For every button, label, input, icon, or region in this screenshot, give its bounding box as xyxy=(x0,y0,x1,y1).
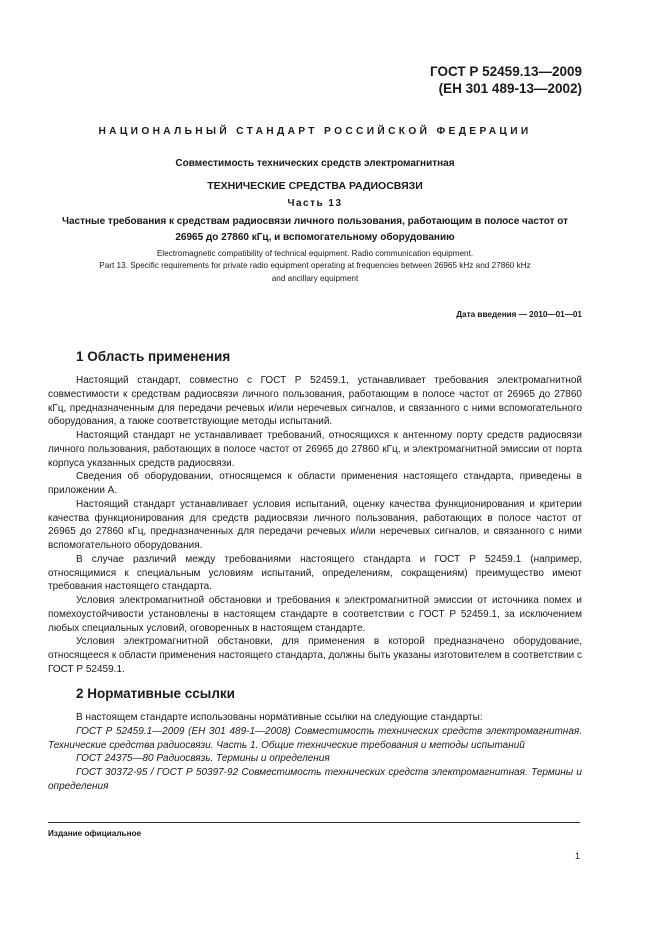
title-part: Часть 13 xyxy=(287,198,343,209)
official-edition-note: Издание официальное xyxy=(48,829,142,838)
english-title xyxy=(48,248,582,285)
reference-item: ГОСТ 30372-95 / ГОСТ Р 50397-92 Совместимость технических средств электромагнитная. Термины и определения xyxy=(48,767,582,792)
section-heading: 2 Нормативные ссылки xyxy=(76,686,235,701)
introduction-date: Дата введения — 2010—01—01 xyxy=(456,310,582,319)
title-line2: ТЕХНИЧЕСКИЕ СРЕДСТВА РАДИОСВЯЗИ xyxy=(207,180,423,192)
title-subtitle: Частные требования к средствам радиосвязи личного пользования, работающим в полосе частот от 26965 до 27860 кГц, и вспомогательному оборудованию xyxy=(61,216,569,243)
reference-item: ГОСТ Р 52459.1—2009 (ЕН 301 489-1—2008) Совместимость технических средств электромагнитная. Технические средства радиосвязи. Часть 1. Общие технические требования и методы испытаний xyxy=(48,725,582,751)
national-standard-banner: НАЦИОНАЛЬНЫЙ СТАНДАРТ РОССИЙСКОЙ ФЕДЕРАЦИИ xyxy=(98,126,532,137)
paragraph: В настоящем стандарте использованы нормативные ссылки на следующие стандарты: xyxy=(76,712,483,723)
paragraph: Условия электромагнитной обстановки и требования к электромагнитной эмиссии от источника помех и помехоустойчивости установлены в настоящем стандарте в соответствии с ГОСТ Р 52459.1, за исключением любых специальных условий, оговоренных в настоящем стандарте. xyxy=(48,595,582,634)
standard-code-line2: (ЕН 301 489-13—2002) xyxy=(438,81,582,96)
standard-code xyxy=(430,63,582,97)
paragraph: Настоящий стандарт, совместно с ГОСТ Р 52459.1, устанавливает требования электромагнитной совместимости к средствам радиосвязи личного пользования, работающим в полосе частот от 26965 до 27860 кГц, предназначенным для передачи речевых и/или неречевых сигналов, и связанного с ними вспомогательного оборудования, а также соответствующие методы испытаний. xyxy=(48,375,582,428)
page-number: 1 xyxy=(574,851,580,861)
section-scope xyxy=(48,349,582,677)
paragraph: Условия электромагнитной обстановки, для применения в которой предназначено оборудование, относящееся к области применения настоящего стандарта, должны быть указаны изготовителем в соответствии с ГОСТ Р 52459.1. xyxy=(48,636,582,675)
english-title-line1: Electromagnetic compatibility of technical equipment. Radio communication equipment. xyxy=(156,249,474,258)
paragraph: В случае различий между требованиями настоящего стандарта и ГОСТ Р 52459.1 (например, относящимися к специальным условиям испытаний, определениям, сокращениям) преимущество имеют требования настоящего стандарта. xyxy=(48,553,582,593)
english-title-line2: Part 13. Specific requirements for private radio equipment operating at frequencies between 26965 kHz and 27860 kHz xyxy=(99,261,531,271)
paragraph: Настоящий стандарт не устанавливает требований, относящихся к антенному порту средств радиосвязи личного пользования, работающих в полосе частот от 26965 до 27860 кГц, и электромагнитной эмиссии от порта корпуса указанных средств радиосвязи. xyxy=(48,430,582,469)
standard-code-line1: ГОСТ Р 52459.13—2009 xyxy=(430,64,582,79)
section-normative-references xyxy=(48,686,582,794)
section-heading: 1 Область применения xyxy=(76,349,231,364)
footer-divider xyxy=(48,822,580,823)
paragraph: Сведения об оборудовании, относящемся к области применения настоящего стандарта, приведены в приложении А. xyxy=(48,471,582,496)
title-line1: Совместимость технических средств электромагнитная xyxy=(175,158,455,169)
english-title-line3: and ancillary equipment xyxy=(271,273,359,283)
paragraph: Настоящий стандарт устанавливает условия испытаний, оценку качества функционирования и критерии качества функционирования для средств радиосвязи личного пользования, работающих в полосе частот от 26965 до 27860 кГц, предназначенных для передачи речевых и/или неречевых сигналов, и связанного с ними вспомогательного оборудования. xyxy=(48,498,582,551)
reference-item: ГОСТ 24375—80 Радиосвязь. Термины и определения xyxy=(76,753,330,765)
